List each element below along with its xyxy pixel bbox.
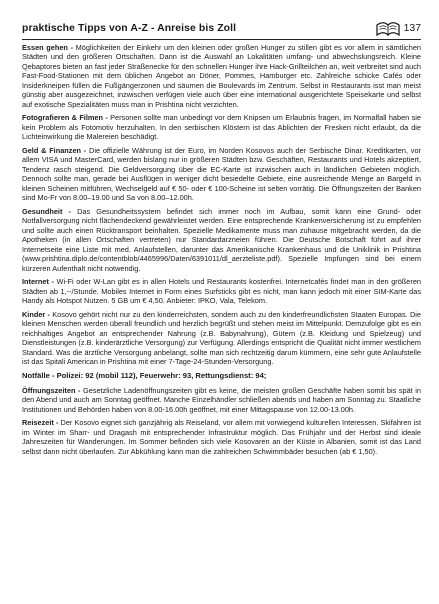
section-term: Kinder - <box>22 309 53 319</box>
section-reisezeit <box>22 418 421 456</box>
section-term: Gesundheit - <box>22 206 78 216</box>
section-text: Personen sollte man unbedingt vor dem Knipsen um Erlaubnis fragen, im Normalfall haben sie kein Problem als Fotomotiv herzuhalten. In den serbischen Klöstern ist das Ablichten der Fresken nicht erlaubt, da die Lichteinwirkung die Malereien beschädigt. <box>22 113 421 142</box>
section-term: Öffnungszeiten - <box>22 385 83 395</box>
section-text: Möglichkeiten der Einkehr um den kleinen oder großen Hunger zu stillen gibt es vor allem in sämtlichen Städten und den größeren Ortschaften. Dann ist die Auswahl an Lokalitäten umfang- und abwechslungsreich. Kleine Qebaptores bieten an fast jeder Straßenecke für den schnellen Hunger ihre Hack-Grillteilchen an, weit verbreitet sind auch Fast-Food-Stationen mit dem üblichen Angebot an Döner, Pommes, Hamburger etc. Zahlreiche schicke Cafés oder Insiderkneipen füllen die Fußgängerzonen und säumen die Boulevards im Zentrum. Selbst in Restaurants isst man meist günstig aber ausgezeichnet, inzwischen verfügen viele auch über eine international ausgerichtete Speisekarte und selbst auf exotische Spezialitäten muss man in Prishtina nicht verzichten. <box>22 43 421 109</box>
section-term: Essen gehen - <box>22 43 76 52</box>
page-header <box>22 0 421 40</box>
section-geld-finanzen <box>22 146 421 203</box>
page-number: 137 <box>403 23 421 34</box>
running-title: praktische Tipps von A-Z - Anreise bis Zoll <box>22 23 237 34</box>
page-body <box>22 43 421 456</box>
section-notfaelle <box>22 371 421 380</box>
section-term: Geld & Finanzen - <box>22 145 90 155</box>
book-icon <box>376 21 400 37</box>
section-oeffnungszeiten <box>22 386 421 414</box>
section-text: Wi-Fi oder W-Lan gibt es in allen Hotels und Restaurants kostenfrei. Internetcafés findet man in den größeren Städten ab 1,--/Stunde. Mobiles Internet in Form eines Surfsticks gibt es nicht, man kann jedoch mit einer SIM-Karte das Handy als Hotspot Nutzen. 5 GB um € 4,50. Anbieter: IPKO, Vala, Telekom. <box>22 277 421 306</box>
section-term: Internet - <box>22 277 57 287</box>
section-essen-gehen <box>22 43 421 109</box>
header-right <box>376 21 421 37</box>
section-text: Gesetzliche Ladenöffnungszeiten gibt es keine, die meisten großen Geschäfte haben somit bis spät in den Abend und auch am Sonntag geöffnet. Manche Einzelhändler schließen abends und haben am Sonntag zu. Staatliche Institutionen und Behörden haben von 8.00-16.00h geöffnet, mit einer Mittagspause von 12.00-13.00h. <box>22 385 421 414</box>
section-text: Kosovo gehört nicht nur zu den kinderreichsten, sondern auch zu den kinderfreundlichsten Staaten Europas. Die kleinen Menschen werden überall freundlich und herzlich begrüßt und stehen meist im Mittelpunkt. Demzufolge gibt es ein reichhaltiges Angebot an entsprechender Nahrung (z.B. Babynahrung), Gütern (z.B. Kleidung und Spielzeug) und Dienstleistungen (z.B. kinderärztliche Versorgung) zur Verfügung. Allerdings entspricht die Qualität nicht immer westlichem Standard. Was die ärztliche Versorgung anbelangt, sollte man sich rechtzeitig darum kümmern, eine sehr gute Anlaufstelle ist das Spitali American in Prishtina mit einer 7-Tage-24-Stunden-Versorgung. <box>22 309 421 366</box>
section-gesundheit <box>22 207 421 273</box>
section-text: Der Kosovo eignet sich ganzjährig als Reiseland, vor allem mit vorwiegend kulturellen Interessen. Skifahren ist im Winter im Sharr- und Dragash mit entsprechender Infrastruktur möglich. Das Frühjahr und der Herbst sind ideale Jahreszeiten für Wanderungen. Im Sommer befinden sich viele Kosovaren an der Küste in Albanien, somit ist das Land selbst dann nicht überlaufen. Zur Abkühlung kann man die zahlreichen Schwimmbäder besuchen (ab € 1,50). <box>22 418 421 456</box>
section-term: Fotografieren & Filmen - <box>22 113 111 123</box>
section-text: Das Gesundheitssystem befindet sich immer noch im Aufbau, somit kann eine Grund- oder Notfallversorgung nicht flächendeckend gewährleistet werden. Eine entsprechende Krankenversicherung ist zu empfehlen und sollte auch einen Rücktransport beinhalten. Spezielle Medikamente muss man zuhause mitgebracht werden, da die Apotheken (in allen Ortschaften vertreten) nur Standardarzneien führen. Die Deutsche Botschaft führt auf ihrer Internetseite eine Liste mit med. Anlaufstellen, darunter das Amerikanische Krankenhaus und die Uniklinik in Prishtina (www.prishtina.diplo.de/contentblob/4465996/Daten/6391011/dl_aerzteliste.pdf). Spezielle Impfungen sind bei einem kürzeren Aufenthalt nicht notwendig. <box>22 206 421 273</box>
section-text: Die offizielle Währung ist der Euro, im Norden Kosovos auch der Serbische Dinar. Kreditkarten, vor allem VISA und MasterCard, werden bislang nur in größeren Städten bzw. Geschäften, Restaurants und Hotels akzeptiert, Tendenz rasch steigend. Die Geldversorgung über die EC-Karte ist inzwischen auch in ländlichen Gebieten möglich. Dennoch sollte man, gerade bei Ausflügen in weniger dicht besiedelte Gebiete, eine ausreichende Menge an Bargeld in kleinen Scheinen mitführen, Wechselgeld auf € 50- oder € 100-Scheine ist selten vorrätig. Die Öffnungszeiten der Banken sind Mo-Fr von 8.00–19.00 und Sa von 8.00–12.00h. <box>22 145 421 203</box>
section-fotografieren-filmen <box>22 113 421 141</box>
section-kinder <box>22 310 421 367</box>
section-text: Notfälle - Polizei: 92 (mobil 112), Feuerwehr: 93, Rettungsdienst: 94; <box>22 371 267 381</box>
section-term: Reisezeit - <box>22 418 61 428</box>
section-internet <box>22 277 421 305</box>
